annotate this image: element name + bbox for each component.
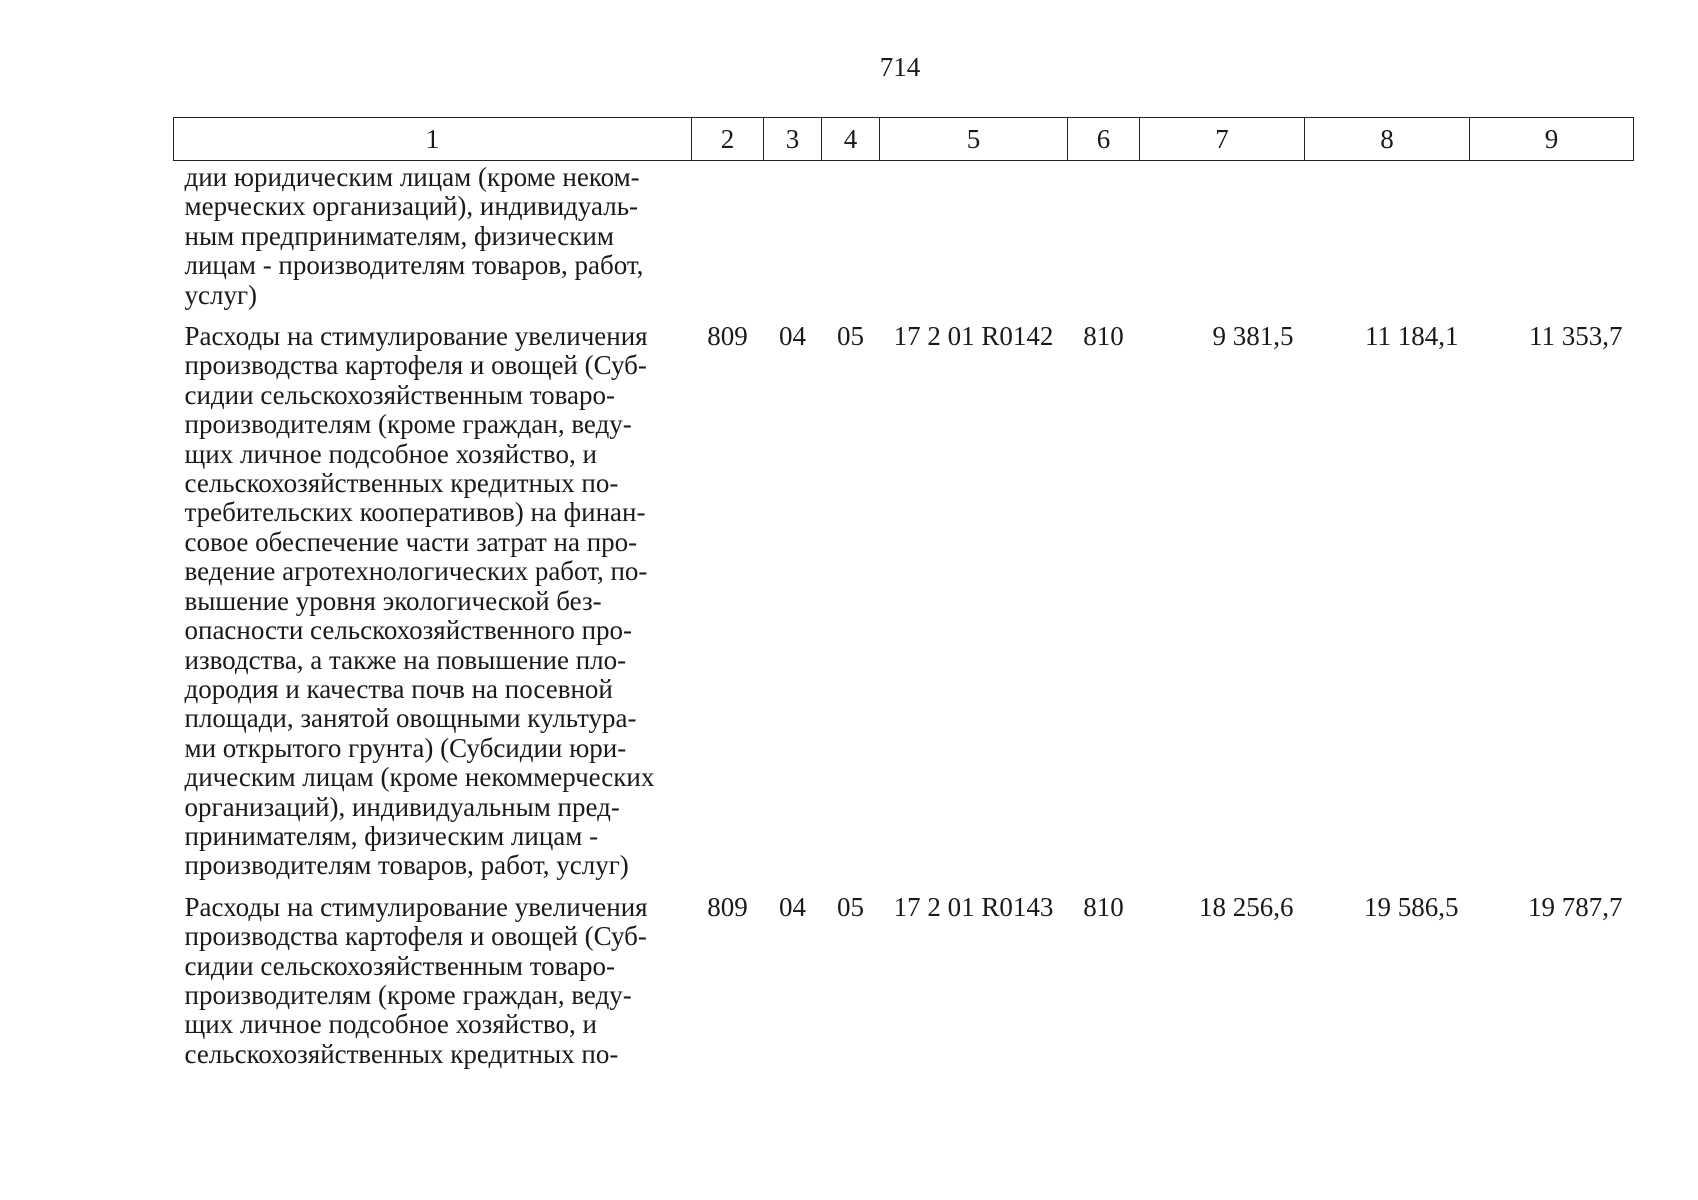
description-line: принимателям, физическим лицам - bbox=[184, 820, 599, 851]
table-row bbox=[174, 310, 1634, 881]
column-header: 7 bbox=[1140, 118, 1305, 161]
column-header: 3 bbox=[764, 118, 822, 161]
amount-year-1 bbox=[1140, 161, 1305, 311]
description-line: дии юридическим лицам (кроме неком- bbox=[184, 162, 640, 192]
budget-table bbox=[173, 117, 1634, 1069]
section-code: 04 bbox=[779, 891, 806, 922]
table-row bbox=[174, 881, 1634, 1069]
column-header: 1 bbox=[174, 118, 692, 161]
description-line: изводства, а также на повышение пло- bbox=[184, 644, 627, 675]
description-line: сидии сельскохозяйственным товаро- bbox=[184, 950, 616, 981]
target-article-code bbox=[880, 161, 1068, 311]
description-line: щих личное подсобное хозяйство, и bbox=[184, 1009, 597, 1040]
column-header: 5 bbox=[880, 118, 1068, 161]
ministry-code: 809 bbox=[707, 891, 748, 922]
amount-year-2: 11 184,1 bbox=[1365, 321, 1459, 352]
column-header: 4 bbox=[822, 118, 880, 161]
description-line: ведение агротехнологических работ, по- bbox=[184, 556, 648, 587]
row-description bbox=[174, 881, 692, 1069]
page-number: 714 bbox=[879, 52, 921, 82]
table-row bbox=[174, 161, 1634, 311]
description-line: совое обеспечение части затрат на про- bbox=[184, 526, 638, 557]
table-header-row bbox=[174, 118, 1634, 161]
expense-type-code: 810 bbox=[1083, 891, 1124, 922]
description-line: сидии сельскохозяйственным товаро- bbox=[184, 379, 616, 410]
target-article-code: 17 2 01 R0143 bbox=[893, 891, 1054, 922]
description-line: сельскохозяйственных кредитных по- bbox=[184, 468, 619, 499]
amount-year-3: 11 353,7 bbox=[1529, 321, 1623, 352]
ministry-code bbox=[692, 161, 764, 311]
description-line: ми открытого грунта) (Субсидии юри- bbox=[184, 732, 627, 763]
description-line: организаций), индивидуальным пред- bbox=[184, 791, 620, 822]
column-header: 9 bbox=[1470, 118, 1634, 161]
amount-year-1: 9 381,5 bbox=[1212, 321, 1294, 352]
description-line: лицам - производителям товаров, работ, bbox=[184, 250, 644, 281]
description-line: требительских кооперативов) на финан- bbox=[184, 497, 646, 528]
section-code bbox=[764, 161, 822, 311]
amount-year-1: 18 256,6 bbox=[1199, 891, 1294, 922]
amount-year-3: 19 787,7 bbox=[1528, 891, 1623, 922]
row-description bbox=[174, 310, 692, 881]
expense-type-code bbox=[1068, 161, 1140, 311]
section-code: 04 bbox=[779, 321, 806, 352]
description-line: производства картофеля и овощей (Суб- bbox=[184, 350, 647, 381]
description-line: площади, занятой овощными культура- bbox=[184, 703, 637, 734]
description-line: дическим лицам (кроме некоммерческих bbox=[184, 762, 655, 793]
subsection-code bbox=[822, 161, 880, 311]
description-line: Расходы на стимулирование увеличения bbox=[184, 321, 648, 352]
amount-year-2: 19 586,5 bbox=[1364, 891, 1459, 922]
description-line: щих личное подсобное хозяйство, и bbox=[184, 438, 597, 469]
column-header: 8 bbox=[1305, 118, 1470, 161]
amount-year-2 bbox=[1305, 161, 1470, 311]
description-line: дородия и качества почв на посевной bbox=[184, 673, 613, 704]
description-line: услуг) bbox=[184, 279, 258, 310]
description-line: производства картофеля и овощей (Суб- bbox=[184, 921, 647, 952]
description-line: производителям (кроме граждан, веду- bbox=[184, 409, 632, 440]
description-line: опасности сельскохозяйственного про- bbox=[184, 615, 633, 646]
description-line: сельскохозяйственных кредитных по- bbox=[184, 1038, 619, 1069]
subsection-code: 05 bbox=[837, 321, 864, 352]
row-description bbox=[174, 161, 692, 311]
description-line: Расходы на стимулирование увеличения bbox=[184, 891, 648, 922]
subsection-code: 05 bbox=[837, 891, 864, 922]
description-line: мерческих организаций), индивидуаль- bbox=[184, 191, 639, 222]
target-article-code: 17 2 01 R0142 bbox=[893, 321, 1054, 352]
column-header: 6 bbox=[1068, 118, 1140, 161]
column-header: 2 bbox=[692, 118, 764, 161]
description-line: ным предпринимателям, физическим bbox=[184, 220, 614, 251]
amount-year-3 bbox=[1470, 161, 1634, 311]
expense-type-code: 810 bbox=[1083, 321, 1124, 352]
description-line: производителям товаров, работ, услуг) bbox=[184, 850, 629, 881]
description-line: производителям (кроме граждан, веду- bbox=[184, 979, 632, 1010]
description-line: вышение уровня экологической без- bbox=[184, 585, 602, 616]
ministry-code: 809 bbox=[707, 321, 748, 352]
